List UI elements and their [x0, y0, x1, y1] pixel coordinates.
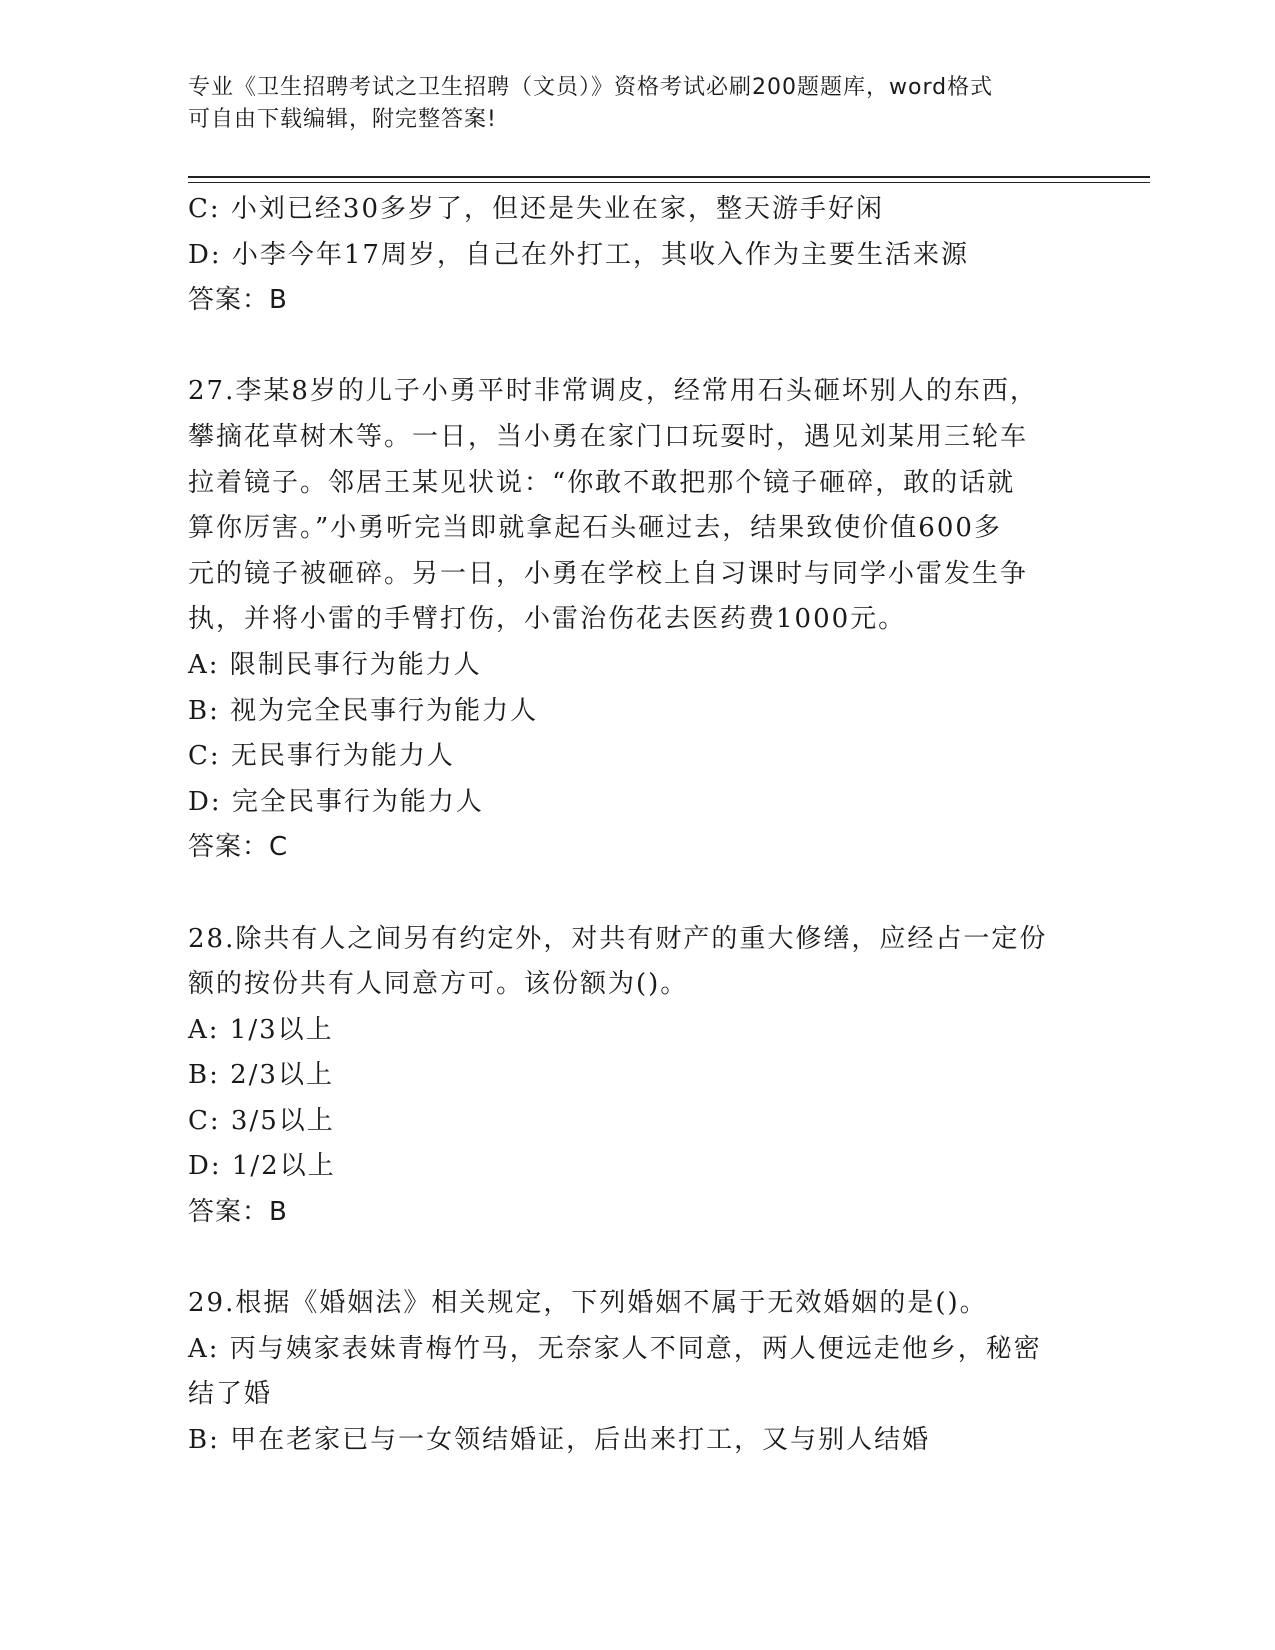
q27-option-d: D: 完全民事行为能力人	[188, 786, 484, 817]
q28-option-b: B: 2/3以上	[188, 1060, 334, 1091]
q27-option-c: C: 无民事行为能力人	[188, 741, 455, 772]
header-rule-thin	[188, 182, 1150, 183]
q26-option-c: C: 小刘已经30多岁了，但还是失业在家，整天游手好闲	[188, 194, 885, 224]
spacer	[188, 324, 1088, 370]
q29-option-a-line: A: 丙与姨家表妹青梅竹马，无奈家人不同意，两人便远走他乡，秘密	[188, 1333, 1042, 1364]
spacer	[188, 871, 1088, 917]
q28-option-d: D: 1/2以上	[188, 1151, 336, 1182]
q29-option-a-line: 结了婚	[188, 1379, 273, 1410]
spacer	[188, 1236, 1088, 1282]
q26-answer: 答案：B	[188, 285, 288, 316]
q27-option-a: A: 限制民事行为能力人	[188, 649, 482, 680]
question-content	[188, 187, 1088, 1464]
header-line-1: 专业《卫生招聘考试之卫生招聘（文员）》资格考试必刷200题题库，word格式	[188, 75, 994, 100]
document-header	[188, 72, 1088, 136]
q28-answer: 答案：B	[188, 1197, 288, 1228]
q27-stem-line: 执，并将小雷的手臂打伤，小雷治伤花去医药费1000元。	[188, 604, 907, 635]
q26-option-d: D: 小李今年17周岁，自己在外打工，其收入作为主要生活来源	[188, 239, 969, 270]
q27-answer: 答案：C	[188, 832, 289, 863]
q27-stem-line: 27.李某8岁的儿子小勇平时非常调皮，经常用石头砸坏别人的东西，	[188, 376, 1038, 407]
q28-option-c: C: 3/5以上	[188, 1105, 335, 1136]
q27-stem-line: 攀摘花草树木等。一日，当小勇在家门口玩耍时，遇见刘某用三轮车	[188, 421, 1029, 452]
q27-option-b: B: 视为完全民事行为能力人	[188, 695, 539, 726]
q29-stem-line: 29.根据《婚姻法》相关规定，下列婚姻不属于无效婚姻的是()。	[188, 1288, 988, 1319]
header-line-2: 可自由下载编辑，附完整答案!	[188, 107, 497, 132]
q28-option-a: A: 1/3以上	[188, 1014, 334, 1045]
q27-stem-line: 拉着镜子。邻居王某见状说：“你敢不敢把那个镜子砸碎，敢的话就	[188, 467, 1016, 498]
q28-stem-line: 额的按份共有人同意方可。该份额为()。	[188, 969, 689, 1000]
q27-stem-line: 元的镜子被砸碎。另一日，小勇在学校上自习课时与同学小雷发生争	[188, 558, 1029, 589]
q27-stem-line: 算你厉害。”小勇听完当即就拿起石头砸过去，结果致使价值600多	[188, 513, 1002, 544]
q28-stem-line: 28.除共有人之间另有约定外，对共有财产的重大修缮，应经占一定份	[188, 923, 1048, 954]
header-rule-thick	[188, 176, 1150, 178]
q29-option-b: B: 甲在老家已与一女领结婚证，后出来打工，又与别人结婚	[188, 1425, 931, 1456]
